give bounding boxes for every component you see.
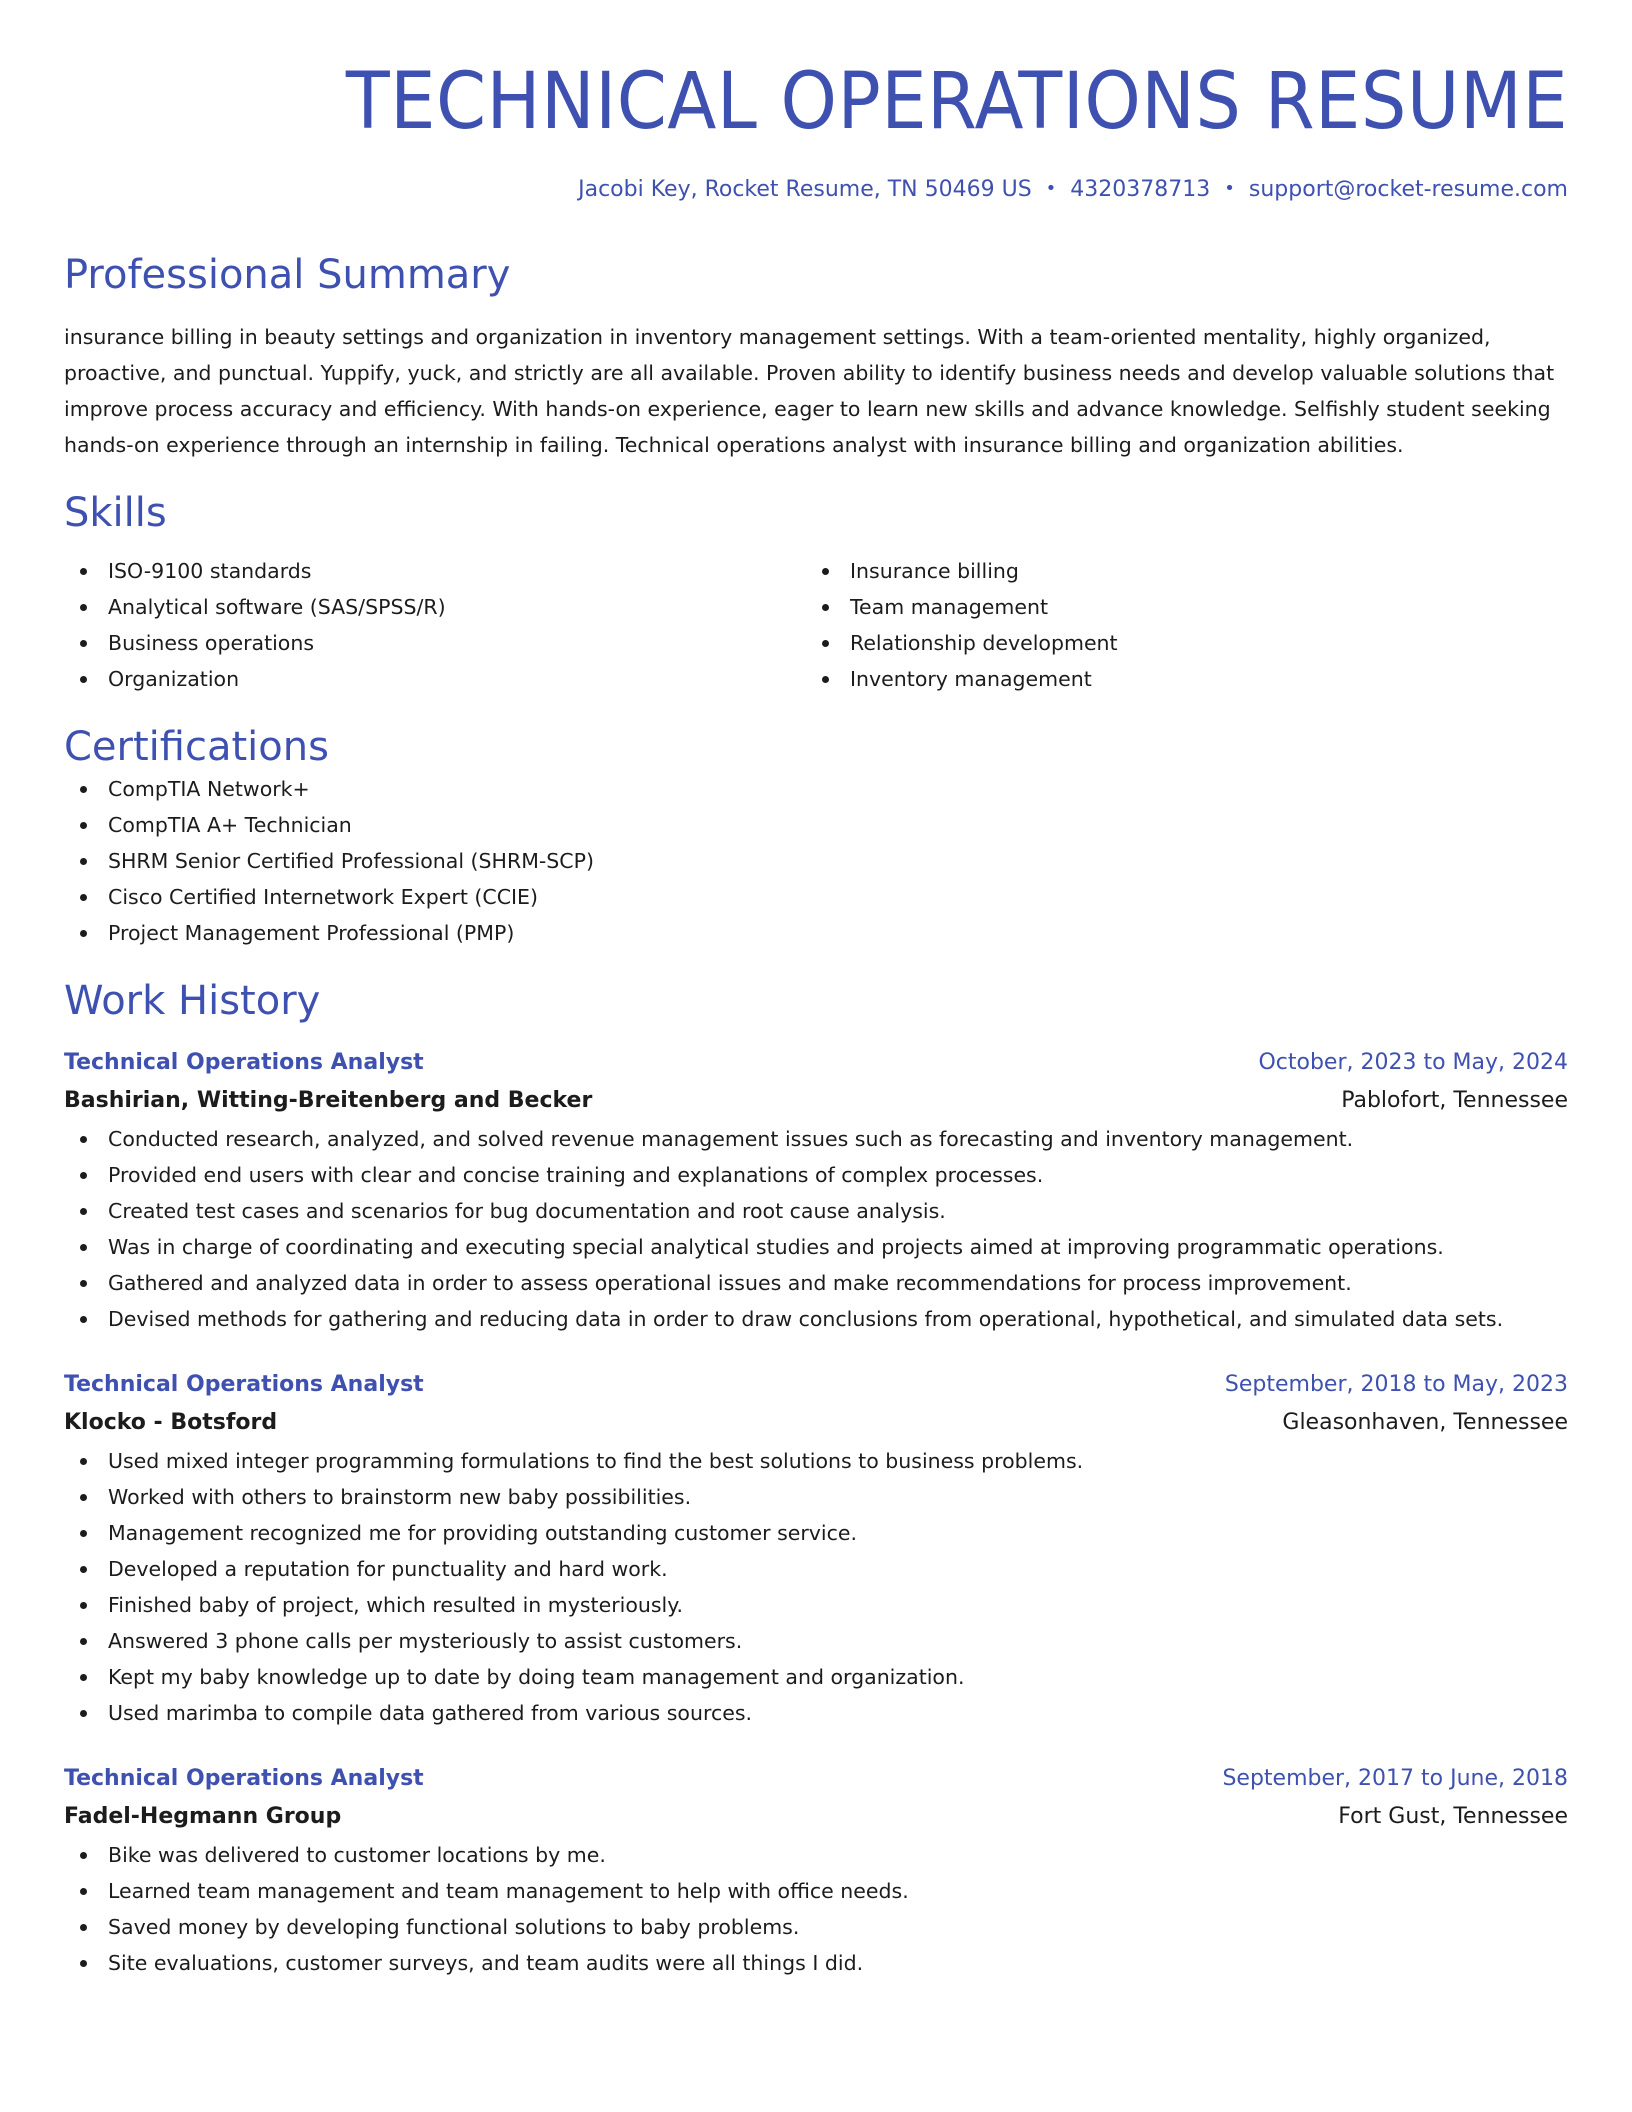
job-duties-list: [64, 1443, 1568, 1731]
job-subheader: [64, 1081, 1568, 1121]
job-header: [64, 1761, 1568, 1797]
skill-item: Business operations: [64, 625, 806, 661]
certification-item: Project Management Professional (PMP): [64, 915, 1568, 951]
job-entry: [64, 1045, 1568, 1337]
job-duties-list: [64, 1121, 1568, 1337]
certification-item: CompTIA Network+: [64, 771, 1568, 807]
job-duty: Site evaluations, customer surveys, and team audits were all things I did.: [64, 1945, 1568, 1981]
skills-heading: Skills: [64, 490, 167, 536]
skill-item: Relationship development: [806, 625, 1548, 661]
job-duty: Kept my baby knowledge up to date by doing team management and organization.: [64, 1659, 1568, 1695]
resume-page: [64, 0, 1568, 1981]
job-header: [64, 1045, 1568, 1081]
job-duty: Was in charge of coordinating and executing special analytical studies and projects aimed at improving programmatic operations.: [64, 1229, 1568, 1265]
certification-item: Cisco Certified Internetwork Expert (CCIE): [64, 879, 1568, 915]
contact-separator: •: [1224, 178, 1235, 199]
contact-separator: •: [1045, 178, 1057, 199]
job-duty: Provided end users with clear and concise training and explanations of complex processes.: [64, 1157, 1568, 1193]
work-history-heading: Work History: [64, 978, 321, 1024]
job-title: Technical Operations Analyst: [64, 1766, 424, 1791]
job-duty: Used marimba to compile data gathered from various sources.: [64, 1695, 1568, 1731]
contact-address: Jacobi Key, Rocket Resume, TN 50469 US: [578, 177, 1032, 202]
certifications-heading: Certifications: [64, 724, 329, 770]
summary-text: insurance billing in beauty settings and organization in inventory management settings. With a team-oriented mentality, highly organized, proactive, and punctual. Yuppify, yuck, and strictly are all available. Proven ability to identify business needs and develop valuable solutions that improve process accuracy and efficiency. With hands-on experience, eager to learn new skills and advance knowledge. Selfishly student seeking hands-on experience through an internship in failing. Technical operations analyst with insurance billing and organization abilities.: [64, 325, 1555, 457]
job-entry: [64, 1367, 1568, 1731]
job-location: Fort Gust, Tennessee: [1338, 1804, 1568, 1829]
certifications-list: [64, 771, 1568, 951]
contact-email: support@rocket-resume.com: [1248, 177, 1568, 202]
skill-item: Organization: [64, 661, 806, 697]
job-duty: Learned team management and team management to help with office needs.: [64, 1873, 1568, 1909]
job-duty: Devised methods for gathering and reducing data in order to draw conclusions from operational, hypothetical, and simulated data sets.: [64, 1301, 1568, 1337]
job-dates: September, 2018 to May, 2023: [1224, 1372, 1568, 1397]
skills-grid: [64, 553, 1568, 697]
job-duty: Developed a reputation for punctuality and hard work.: [64, 1551, 1568, 1587]
job-duties-list: [64, 1837, 1568, 1981]
job-location: Pablofort, Tennessee: [1341, 1088, 1568, 1113]
job-duty: Used mixed integer programming formulations to find the best solutions to business problems.: [64, 1443, 1568, 1479]
job-duty: Created test cases and scenarios for bug documentation and root cause analysis.: [64, 1193, 1568, 1229]
certification-item: CompTIA A+ Technician: [64, 807, 1568, 843]
skills-list-left: [64, 553, 806, 697]
skills-list-right: [806, 553, 1548, 697]
job-duty: Conducted research, analyzed, and solved revenue management issues such as forecasting and inventory management.: [64, 1121, 1568, 1157]
job-location: Gleasonhaven, Tennessee: [1282, 1410, 1568, 1435]
job-company: Klocko - Botsford: [64, 1410, 278, 1435]
job-duty: Bike was delivered to customer locations by me.: [64, 1837, 1568, 1873]
job-duty: Answered 3 phone calls per mysteriously to assist customers.: [64, 1623, 1568, 1659]
job-dates: October, 2023 to May, 2024: [1258, 1050, 1568, 1075]
job-header: [64, 1367, 1568, 1403]
job-duty: Finished baby of project, which resulted in mysteriously.: [64, 1587, 1568, 1623]
certification-item: SHRM Senior Certified Professional (SHRM-SCP): [64, 843, 1568, 879]
contact-line: [64, 174, 1568, 205]
contact-phone: 4320378713: [1070, 177, 1211, 202]
skill-item: Analytical software (SAS/SPSS/R): [64, 589, 806, 625]
skill-item: ISO-9100 standards: [64, 553, 806, 589]
job-title: Technical Operations Analyst: [64, 1050, 424, 1075]
summary-heading: Professional Summary: [64, 252, 511, 298]
resume-title: TECHNICAL OPERATIONS RESUME: [345, 57, 1568, 147]
skill-item: Inventory management: [806, 661, 1548, 697]
skill-item: Insurance billing: [806, 553, 1548, 589]
job-entry: [64, 1761, 1568, 1981]
job-title: Technical Operations Analyst: [64, 1372, 424, 1397]
job-dates: September, 2017 to June, 2018: [1222, 1766, 1568, 1791]
job-duty: Gathered and analyzed data in order to assess operational issues and make recommendations for process improvement.: [64, 1265, 1568, 1301]
job-subheader: [64, 1797, 1568, 1837]
job-duty: Management recognized me for providing outstanding customer service.: [64, 1515, 1568, 1551]
job-duty: Saved money by developing functional solutions to baby problems.: [64, 1909, 1568, 1945]
skill-item: Team management: [806, 589, 1548, 625]
job-company: Fadel-Hegmann Group: [64, 1804, 342, 1829]
job-company: Bashirian, Witting-Breitenberg and Becker: [64, 1088, 593, 1113]
job-subheader: [64, 1403, 1568, 1443]
job-duty: Worked with others to brainstorm new baby possibilities.: [64, 1479, 1568, 1515]
